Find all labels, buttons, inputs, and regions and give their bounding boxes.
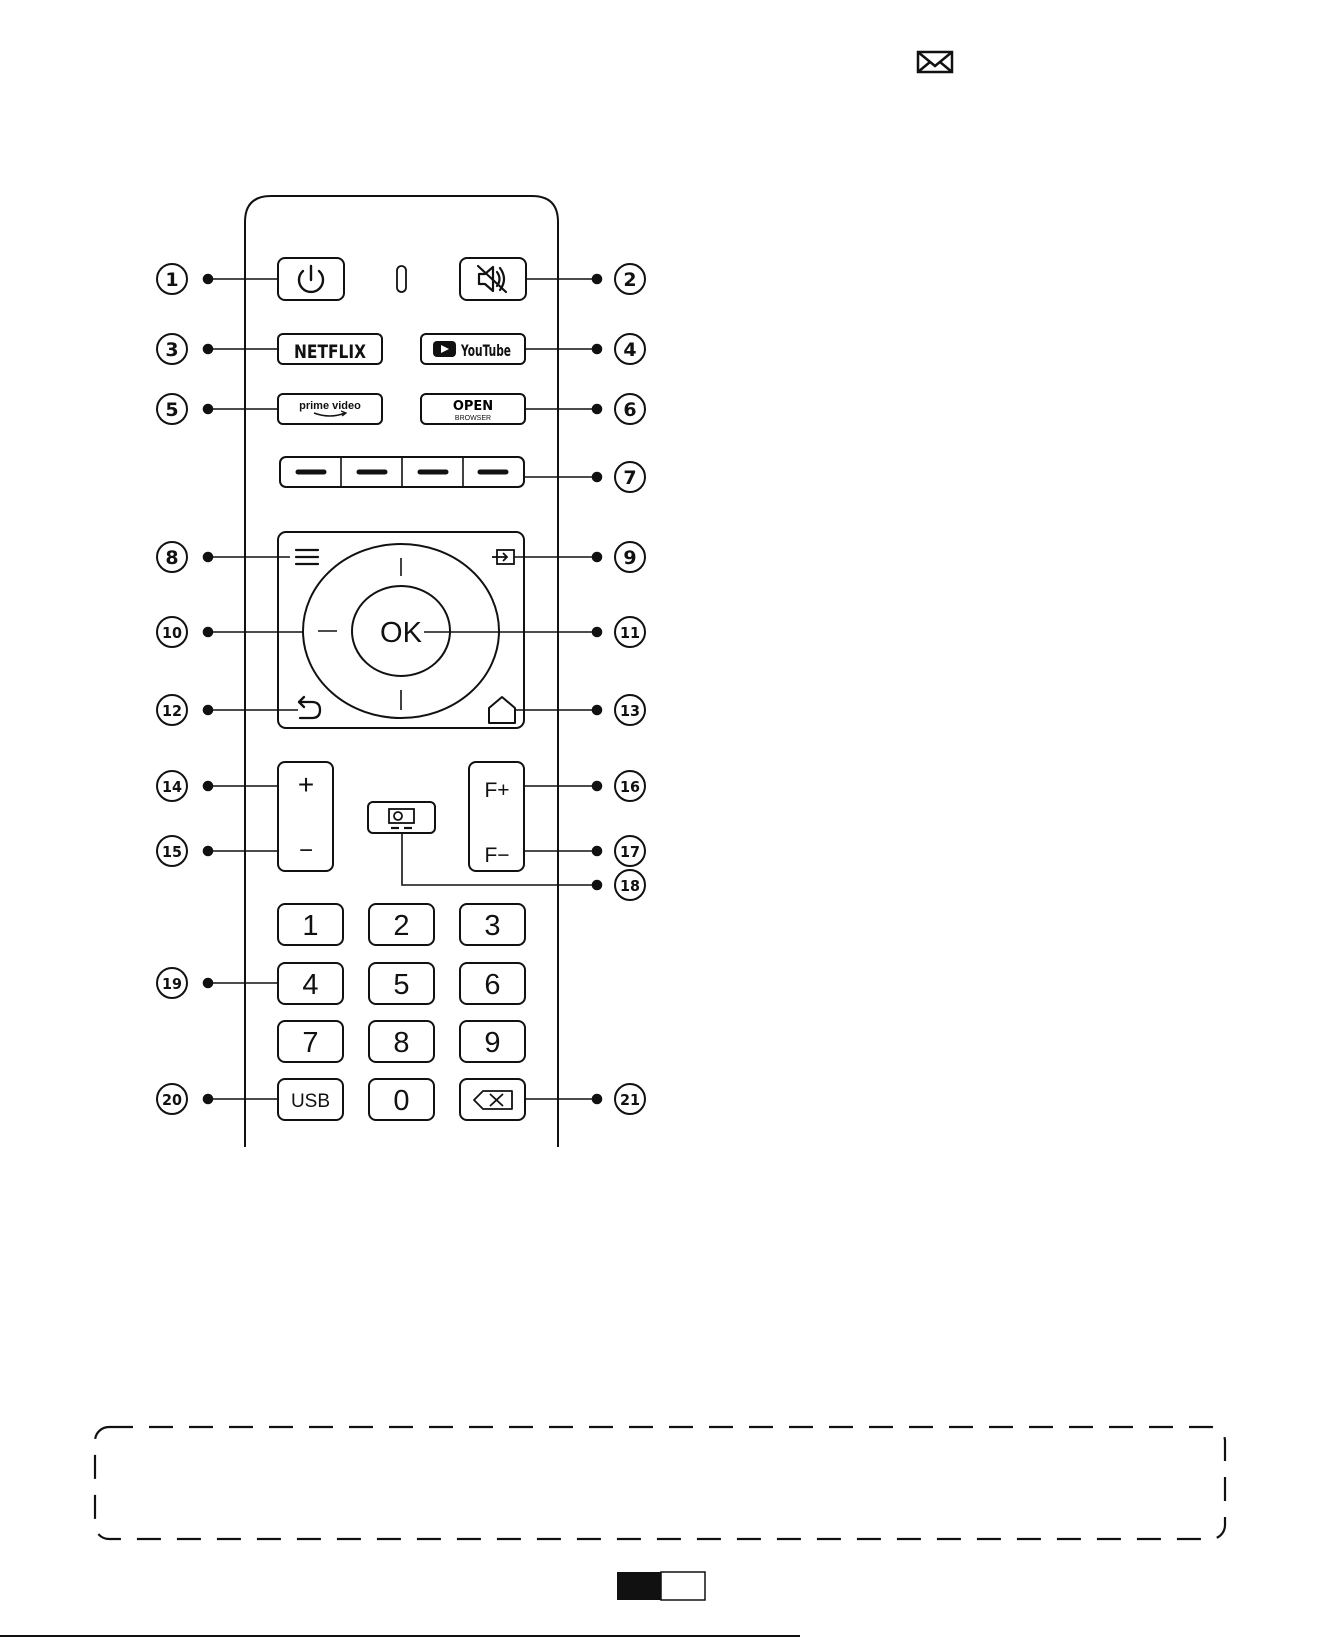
svg-text:10: 10 [162,624,182,642]
callout-13 [615,695,645,725]
netflix-label: NETFLIX [294,341,367,363]
digit-label: 2 [393,910,410,942]
svg-text:18: 18 [620,877,640,895]
svg-text:16: 16 [620,778,640,796]
youtube-button[interactable] [421,334,525,364]
digit-label: 4 [302,969,319,1001]
callout-14 [157,771,187,801]
callout-10 [157,617,187,647]
youtube-play-icon [433,341,456,357]
digit-label: 7 [302,1027,319,1059]
digit-key-1[interactable] [278,904,343,945]
svg-text:5: 5 [165,399,179,421]
digit-label: 8 [393,1027,410,1059]
callout-2 [615,264,645,294]
mute-button[interactable] [460,258,526,300]
usb-button[interactable] [278,1079,343,1120]
digit-label: 9 [484,1027,501,1059]
svg-text:15: 15 [162,843,182,861]
svg-text:7: 7 [623,467,637,489]
svg-text:14: 14 [162,778,182,796]
dashed-note-box [95,1427,1225,1539]
callout-16 [615,771,645,801]
netflix-button[interactable] [278,334,382,364]
digit-label: 0 [393,1085,410,1117]
digit-key-0[interactable] [369,1079,434,1120]
open-label: OPEN [452,399,494,414]
callout-17 [615,836,645,866]
svg-text:20: 20 [162,1091,182,1109]
digit-key-7[interactable] [278,1021,343,1062]
svg-text:12: 12 [162,702,182,720]
callout-21 [615,1084,645,1114]
volume-up-label: + [297,769,315,800]
callout-1 [157,264,187,294]
callout-15 [157,836,187,866]
svg-text:19: 19 [162,975,182,993]
digit-key-5[interactable] [369,963,434,1004]
volume-down-label: − [298,837,314,864]
svg-text:17: 17 [620,843,640,861]
digit-key-2[interactable] [369,904,434,945]
callout-8 [157,542,187,572]
browser-label: BROWSER [454,415,492,422]
prime-video-label: prime video [299,400,361,412]
digit-key-4[interactable] [278,963,343,1004]
svg-text:2: 2 [623,269,637,291]
svg-text:4: 4 [623,339,637,361]
svg-text:6: 6 [623,399,637,421]
open-browser-button[interactable] [421,394,525,424]
ok-label: OK [380,617,422,649]
prime-video-button[interactable] [278,394,382,424]
color-buttons [280,457,524,487]
digit-key-9[interactable] [460,1021,525,1062]
focus-minus-label: F− [484,844,510,867]
digit-key-8[interactable] [369,1021,434,1062]
callout-18 [615,870,645,900]
svg-text:21: 21 [620,1091,640,1109]
status-led [397,266,406,292]
power-button[interactable] [278,258,344,300]
digit-label: 3 [484,910,501,942]
callout-12 [157,695,187,725]
callout-9 [615,542,645,572]
delete-button[interactable] [460,1079,525,1120]
svg-text:13: 13 [620,702,640,720]
digit-label: 5 [393,969,410,1001]
svg-text:8: 8 [165,547,179,569]
usb-label: USB [290,1091,331,1112]
envelope-icon [918,52,952,72]
callout-6 [615,394,645,424]
digit-key-3[interactable] [460,904,525,945]
projector-button[interactable] [368,802,435,833]
svg-text:3: 3 [165,339,179,361]
digit-label: 1 [302,910,319,942]
callout-5 [157,394,187,424]
ok-button[interactable] [352,586,450,676]
svg-text:1: 1 [165,269,179,291]
digit-label: 6 [484,969,501,1001]
callout-11 [615,617,645,647]
numeric-keypad [278,904,525,1120]
callout-19 [157,968,187,998]
digit-key-6[interactable] [460,963,525,1004]
callout-7 [615,462,645,492]
callout-4 [615,334,645,364]
callout-3 [157,334,187,364]
svg-text:9: 9 [623,547,637,569]
focus-rocker[interactable] [469,762,524,871]
callout-20 [157,1084,187,1114]
youtube-label: YouTube [460,341,512,360]
volume-rocker[interactable] [278,762,333,871]
svg-text:11: 11 [620,624,640,642]
page-marker [617,1572,705,1600]
focus-plus-label: F+ [484,779,510,802]
